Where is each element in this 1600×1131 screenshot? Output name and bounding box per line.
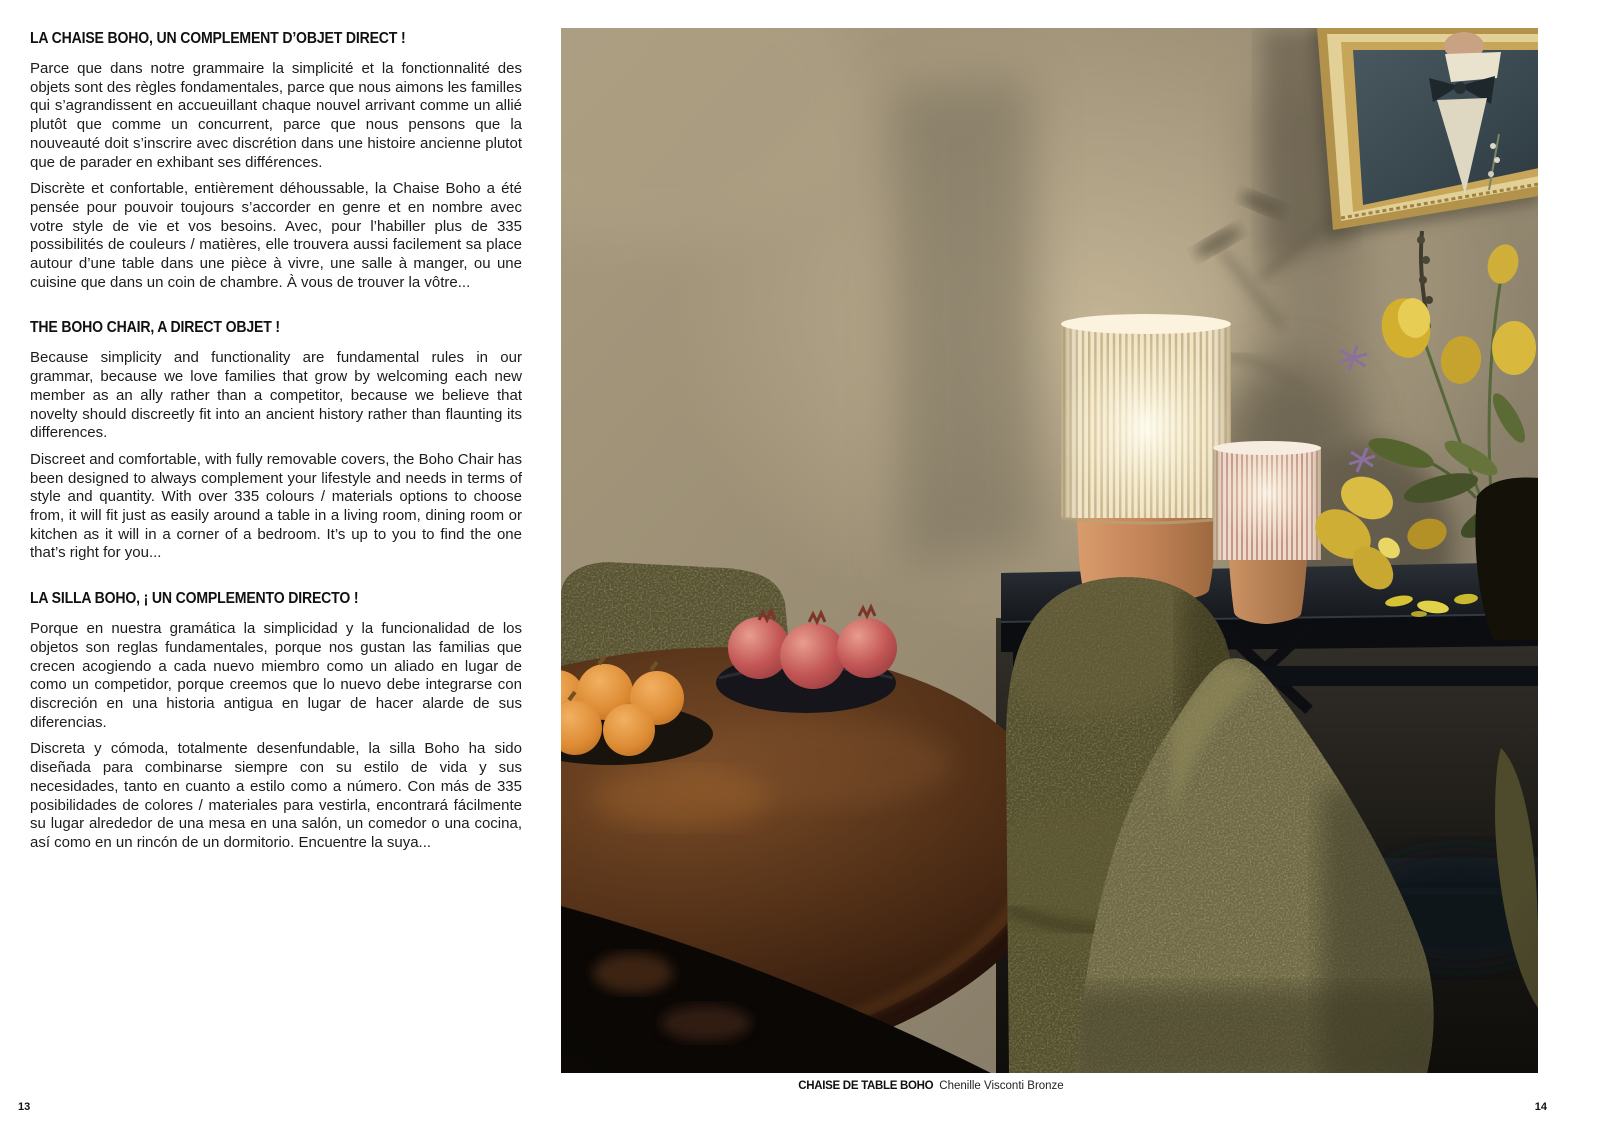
caption-finish-name: Chenille Visconti Bronze xyxy=(939,1080,1064,1092)
section-english xyxy=(30,319,522,563)
caption-product-name: CHAISE DE TABLE BOHO xyxy=(798,1080,934,1092)
english-paragraph-1: Because simplicity and functionality are fundamental rules in our grammar, because we love families that grow by welcoming each new member as an ally rather than a competitor, because we believe that novelty should discreetly fit into an ancient history rather than flaunting its differences. xyxy=(30,349,522,442)
room-photo xyxy=(561,28,1538,1073)
room-photo-illustration xyxy=(561,28,1538,1073)
english-paragraph-2: Discreet and comfortable, with fully removable covers, the Boho Chair has been designed to always complement your lifestyle and needs in terms of style and quantity. With over 335 colours / materials options to choose from, it will fit just as easily around a table in a living room, dining room or kitchen as it will in a corner of a bedroom. It’s up to you to find the one that’s right for you... xyxy=(30,450,522,562)
spanish-paragraph-2: Discreta y cómoda, totalmente desenfundable, la silla Boho ha sido diseñada para combinarse siempre con su estilo de vida y sus necesidades, tanto en cuanto a estilo como a número. Con más de 335 posibilidades de colores / materiales para vestirla, encontrará fácilmente su lugar alrededor de una mesa en una salón, un comedor o una cocina, así como en un rincón de un dormitorio. Encuentre la suya... xyxy=(30,740,522,851)
french-paragraph-1: Parce que dans notre grammaire la simplicité et la fonctionnalité des objets sont des règles fondamentales, parce que nous aimons les familles qui s’agrandissent en accueuillant chaque nouvel arrivant comme un allié plutôt que comme un concurrent, parce que nous pensons que la nouveauté doit s’inscrire avec discrétion dans une histoire ancienne plutot que de parader en exhibant ses différences. xyxy=(30,60,522,171)
french-heading: LA CHAISE BOHO, UN COMPLEMENT D’OBJET DIRECT ! xyxy=(30,30,406,47)
english-heading: THE BOHO CHAIR, A DIRECT OBJET ! xyxy=(30,319,280,337)
spanish-heading: LA SILLA BOHO, ¡ UN COMPLEMENTO DIRECTO ! xyxy=(30,590,359,608)
text-column xyxy=(30,30,522,880)
page-number-left: 13 xyxy=(18,1101,31,1113)
french-paragraph-2: Discrète et confortable, entièrement déhoussable, la Chaise Boho a été pensée pour pouvoir toujours s’accorder en genre et en nombre avec votre style de vie et vos besoins. Avec, pour l’habiller plus de 335 possibilités de couleurs / matières, elle trouvera aussi facilement sa place autour d’une table dans une pièce à vivre, une salle à manger, ou une cuisine que dans un coin de chambre. À vous de trouver la vôtre... xyxy=(30,180,522,291)
photo-caption xyxy=(561,1080,1301,1092)
section-french xyxy=(30,30,522,292)
section-spanish xyxy=(30,590,522,852)
spanish-paragraph-1: Porque en nuestra gramática la simplicidad y la funcionalidad de los objetos son reglas fundamentales, porque nos gustan las familias que crecen acogiendo a cada nuevo miembro como un aliado en lugar de como un competidor, porque creemos que lo nuevo debe integrarse con discreción en una historia antigua en lugar de hacer alarde de sus diferencias. xyxy=(30,620,522,731)
page-number-right: 14 xyxy=(1534,1101,1547,1113)
vignette xyxy=(561,28,1538,1073)
